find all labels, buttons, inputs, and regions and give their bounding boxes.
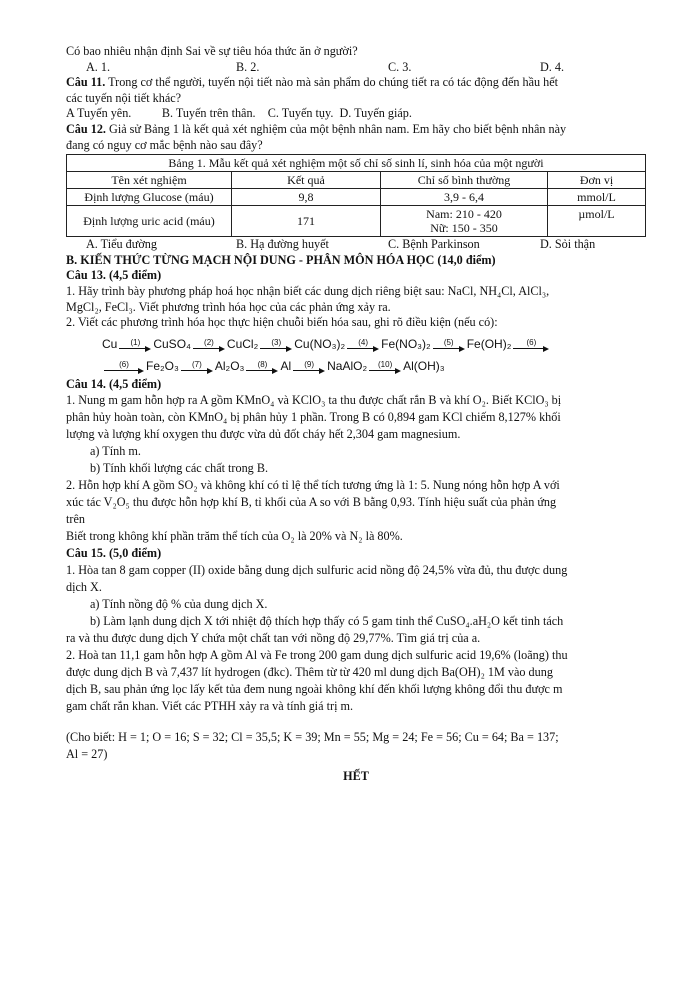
- q13-part1-line-2: MgCl₂, FeCl₃. Viết phương trình hóa học của các phản ứng xảy ra.: [66, 299, 391, 314]
- q11-stem-line-2: các tuyến nội tiết khác?: [66, 90, 182, 105]
- atomic-masses-line-1: (Cho biết: H = 1; O = 16; S = 32; Cl = 35,5; K = 39; Mn = 55; Mg = 24; Fe = 56; Cu = 64; Ba = 137;: [66, 730, 559, 745]
- q12-stem-line-1: Câu 12. Giả sử Bảng 1 là kết quả xét nghiệm của một bệnh nhân nam. Em hãy cho biết bệnh nhân này: [66, 121, 567, 136]
- chem-formula: CuSO₄: [153, 337, 191, 352]
- reaction-arrow: (1): [119, 339, 151, 353]
- q14-part2-line-1: 2. Hỗn hợp khí A gồm SO₂ và không khí có tỉ lệ thể tích tương ứng là 1: 5. Nung nóng hỗn hợp A với: [66, 478, 560, 493]
- reaction-arrow: (10): [369, 361, 401, 375]
- chem-formula: Al(OH)₃: [403, 359, 445, 374]
- q15-part2-line-4: gam chất rắn khan. Viết các PTHH xảy ra và tính giá trị m.: [66, 699, 354, 714]
- chem-formula: Fe₂O₃: [146, 359, 179, 374]
- cell-test-name: Định lượng uric acid (máu): [67, 206, 232, 237]
- q12-option-c: C. Bệnh Parkinson: [388, 237, 480, 252]
- reaction-arrow: (9): [293, 361, 325, 375]
- q15-part1-b-line-1: b) Làm lạnh dung dịch X tới nhiệt độ thích hợp thấy có 5 gam tinh thể CuSO₄.aH₂O kết tinh tách: [90, 614, 564, 629]
- atomic-masses-line-2: Al = 27): [66, 747, 108, 762]
- reaction-arrow: (3): [260, 339, 292, 353]
- chem-formula: Al₂O₃: [214, 359, 245, 374]
- q15-title: Câu 15. (5,0 điểm): [66, 546, 162, 561]
- reaction-arrow: (8): [246, 361, 278, 375]
- exam-page: [66, 44, 646, 785]
- q14-part2-line-3: trên: [66, 512, 85, 527]
- q15-part2-line-3: dịch B, sau phản ứng lọc lấy kết tủa đem nung ngoài không khí đến khối lượng không đổi thu được m: [66, 682, 563, 697]
- cell-normal-range: Nam: 210 - 420 Nữ: 150 - 350: [381, 206, 548, 237]
- q14-part1-line-2: phân hủy hoàn toàn, còn KMnO₄ bị phân hủy 1 phần. Trong B có 0,894 gam KCl chiếm 8,127% khối: [66, 410, 561, 425]
- q14-part1-a: a) Tính m.: [90, 444, 141, 459]
- q11-stem-line-1: Câu 11. Trong cơ thể người, tuyến nội tiết nào mà sản phẩm do chúng tiết ra có tác động đến hầu hết: [66, 75, 559, 90]
- q15-part1-line-2: dịch X.: [66, 580, 102, 595]
- cell-unit: µmol/L: [548, 206, 646, 237]
- reaction-arrow: (5): [433, 339, 465, 353]
- cell-test-name: Định lượng Glucose (máu): [67, 189, 232, 206]
- q14-part2-line-4: Biết trong không khí phần trăm thể tích của O₂ là 20% và N₂ là 80%.: [66, 529, 403, 544]
- chem-formula: Al: [280, 359, 292, 374]
- chem-formula: Cu: [102, 337, 118, 352]
- q10-option-d: D. 4.: [540, 59, 565, 74]
- q15-part2-line-1: 2. Hoà tan 11,1 gam hỗn hợp A gồm Al và Fe trong 200 gam dung dịch sulfuric acid 19,6% (loãng) thu: [66, 648, 568, 663]
- q14-part1-b: b) Tính khối lượng các chất trong B.: [90, 461, 268, 476]
- q15-part2-line-2: được dung dịch B và 7,437 lít hydrogen (đkc). Thêm từ từ 420 ml dung dịch Ba(OH)₂ 1M vào dung: [66, 665, 553, 680]
- reaction-arrow: (4): [347, 339, 379, 353]
- end-marker: HẾT: [343, 769, 369, 784]
- cell-normal-range: 3,9 - 6,4: [381, 189, 548, 206]
- chem-formula: CuCl₂: [226, 337, 259, 352]
- q12-options: [66, 237, 646, 253]
- reaction-arrow: (6): [104, 361, 144, 375]
- q14-part1-line-3: lượng và lượng khí oxygen thu được vừa dủ đốt cháy hết 2,304 gam magnesium.: [66, 427, 461, 442]
- cell-unit: mmol/L: [548, 189, 646, 206]
- q12-option-d: D. Sỏi thận: [540, 237, 596, 252]
- table-row: [67, 206, 646, 237]
- q13-part2: 2. Viết các phương trình hóa học thực hiện chuỗi biến hóa sau, ghi rõ điều kiện (nếu có):: [66, 315, 498, 330]
- q10-options: [66, 60, 646, 76]
- header-result: Kết quả: [232, 172, 381, 189]
- section-b-heading: B. KIẾN THỨC TỪNG MẠCH NỘI DUNG - PHÂN MÔN HÓA HỌC (14,0 điểm): [66, 252, 496, 267]
- reaction-arrow: (7): [181, 361, 213, 375]
- header-unit: Đơn vị: [548, 172, 646, 189]
- q13-part1-line-1: 1. Hãy trình bày phương pháp hoá học nhận biết các dung dịch riêng biệt sau: NaCl, NH₄Cl, AlCl₃,: [66, 283, 550, 298]
- q10-stem: Có bao nhiêu nhận định Sai về sự tiêu hóa thức ăn ở người?: [66, 44, 358, 58]
- q10-option-a: A. 1.: [86, 59, 111, 74]
- chem-formula: Cu(NO₃)₂: [294, 337, 346, 352]
- q14-title: Câu 14. (4,5 điểm): [66, 376, 162, 391]
- table-row: [67, 189, 646, 206]
- q14-part1-line-1: 1. Nung m gam hỗn hợp ra A gồm KMnO₄ và KClO₃ ta thu được chất rắn B và khí O₂. Biết KClO₃ bị: [66, 393, 562, 408]
- reaction-chain-2: [66, 353, 646, 375]
- lab-results-table: [66, 154, 646, 237]
- cell-result: 171: [232, 206, 381, 237]
- q11-number: Câu 11.: [66, 75, 106, 90]
- cell-result: 9,8: [232, 189, 381, 206]
- q12-number: Câu 12.: [66, 121, 106, 136]
- q15-part1-b-line-2: ra và thu được dung dịch Y chứa một chất tan với nồng độ 29,77%. Tìm giá trị của a.: [66, 631, 481, 646]
- header-test-name: Tên xét nghiệm: [67, 172, 232, 189]
- reaction-arrow: (6): [513, 339, 549, 353]
- q10-option-c: C. 3.: [388, 59, 412, 74]
- header-normal-range: Chỉ số bình thường: [381, 172, 548, 189]
- chem-formula: Fe(NO₃)₂: [381, 337, 431, 352]
- reaction-chain-1: [66, 331, 646, 353]
- q12-option-a: A. Tiểu đường: [86, 237, 157, 252]
- q11-options: A Tuyến yên. B. Tuyến trên thân. C. Tuyến tụy. D. Tuyến giáp.: [66, 106, 412, 121]
- chem-formula: NaAlO₂: [327, 359, 368, 374]
- q12-option-b: B. Hạ đường huyết: [236, 237, 329, 252]
- chem-formula: Fe(OH)₂: [466, 337, 512, 352]
- q10-option-b: B. 2.: [236, 59, 260, 74]
- q15-part1-a: a) Tính nồng độ % của dung dịch X.: [90, 597, 268, 612]
- q12-stem-line-2: đang có nguy cơ mắc bệnh nào sau đây?: [66, 137, 263, 152]
- q15-part1-line-1: 1. Hòa tan 8 gam copper (II) oxide bằng dung dịch sulfuric acid nồng độ 24,5% vừa đủ, thu được dung: [66, 563, 568, 578]
- q14-part2-line-2: xúc tác V₂O₅ thu được hỗn hợp khí B, tỉ khối của A so với B bằng 0,93. Tính hiệu suất của phản ứng: [66, 495, 557, 510]
- table-title: Bảng 1. Mẫu kết quả xét nghiệm một số chỉ số sinh lí, sinh hóa của một người: [67, 155, 646, 172]
- reaction-arrow: (2): [193, 339, 225, 353]
- table-header-row: [67, 172, 646, 189]
- q13-title: Câu 13. (4,5 điểm): [66, 268, 162, 283]
